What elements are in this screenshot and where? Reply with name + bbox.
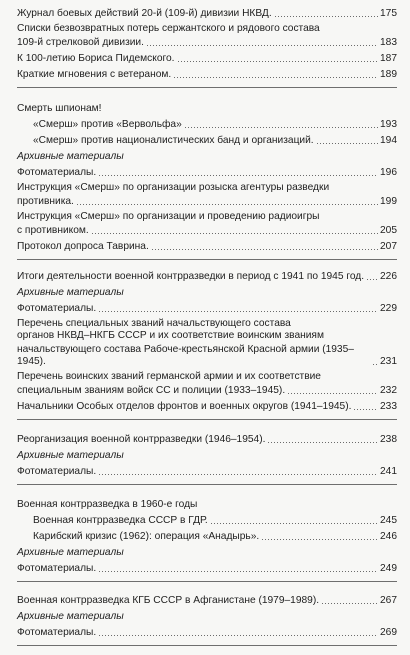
toc-entry[interactable] — [17, 301, 397, 317]
toc-entry-title: К 100-летию Бориса Пидемского. — [17, 53, 175, 64]
toc-entry-title: специальным званиям войск СС и полиции (1933–1945). — [17, 385, 286, 396]
toc-entry-title: Карибский кризис (1962): операция «Анадырь». — [33, 531, 260, 542]
dot-leader — [151, 249, 378, 250]
toc-entry-title: «Смерш» против националистических банд и организаций. — [33, 135, 314, 146]
page-number: 245 — [380, 515, 397, 526]
toc-entry[interactable] — [17, 464, 397, 480]
toc-entry[interactable] — [17, 67, 397, 83]
toc-entry[interactable] — [17, 625, 397, 641]
toc-subheading: Архивные материалы — [17, 287, 124, 298]
toc-section — [17, 497, 397, 582]
toc-entry-title: Протокол допроса Таврина. — [17, 241, 149, 252]
toc-entry[interactable] — [17, 181, 397, 210]
toc-section — [17, 593, 397, 646]
toc-entry[interactable] — [17, 529, 397, 545]
toc-entry[interactable] — [17, 561, 397, 577]
toc-entry-title: Военная контрразведка СССР в ГДР. — [33, 515, 208, 526]
dot-leader — [184, 127, 378, 128]
dot-leader — [261, 539, 378, 540]
page-number: 229 — [380, 303, 397, 314]
toc-entry-title: Итоги деятельности военной контрразведки в период с 1941 по 1945 год. — [17, 271, 365, 282]
page-number: 183 — [380, 37, 397, 48]
toc-subheading: Архивные материалы — [17, 547, 124, 558]
dot-leader — [146, 45, 378, 46]
toc-entry[interactable] — [17, 210, 397, 239]
toc-entry[interactable] — [17, 133, 397, 149]
toc-entry[interactable] — [17, 6, 397, 22]
dot-leader — [76, 204, 378, 205]
page-number: 194 — [380, 135, 397, 146]
toc-entry-title: Фотоматериалы. — [17, 167, 97, 178]
toc-section — [17, 101, 397, 260]
page-number: 246 — [380, 531, 397, 542]
dot-leader — [287, 393, 378, 394]
toc-heading: Смерть шпионам! — [17, 103, 102, 114]
table-of-contents — [17, 6, 397, 655]
toc-entry[interactable] — [17, 317, 397, 370]
dot-leader — [98, 571, 378, 572]
toc-entry-title-start: Списки безвозвратных потерь сержантского и рядового состава — [17, 23, 320, 34]
page-number: 207 — [380, 241, 397, 252]
toc-entry[interactable] — [17, 117, 397, 133]
page-number: 189 — [380, 69, 397, 80]
toc-entry-title: с противником. — [17, 225, 89, 236]
toc-entry-title: Журнал боевых действий 20-й (109-й) дивизии НКВД. — [17, 8, 272, 19]
page-number: 233 — [380, 401, 397, 412]
toc-entry-title: Военная контрразведка КГБ СССР в Афганистане (1979–1989). — [17, 595, 320, 606]
dot-leader — [316, 143, 378, 144]
page-number: 175 — [380, 8, 397, 19]
toc-entry-title: противника. — [17, 196, 74, 207]
page-number: 267 — [380, 595, 397, 606]
toc-entry-title-start: Перечень воинских званий германской армии и их соответствие — [17, 371, 321, 382]
dot-leader — [98, 474, 378, 475]
toc-entry[interactable] — [17, 22, 397, 51]
dot-leader — [274, 16, 378, 17]
dot-leader — [267, 442, 378, 443]
page-number: 231 — [380, 356, 397, 367]
dot-leader — [177, 61, 379, 62]
dot-leader — [173, 77, 378, 78]
dot-leader — [98, 175, 378, 176]
dot-leader — [372, 364, 378, 365]
dot-leader — [210, 523, 378, 524]
toc-section — [17, 6, 397, 88]
page-number: 238 — [380, 434, 397, 445]
toc-subheading: Архивные материалы — [17, 611, 124, 622]
toc-entry[interactable] — [17, 165, 397, 181]
toc-entry-title: Фотоматериалы. — [17, 466, 97, 477]
toc-entry[interactable] — [17, 269, 397, 285]
toc-subheading: Архивные материалы — [17, 450, 124, 461]
page-number: 193 — [380, 119, 397, 130]
toc-entry-title: 109-й стрелковой дивизии. — [17, 37, 144, 48]
toc-entry-title-start: Инструкция «Смерш» по организации розыска агентуры разведки — [17, 182, 330, 193]
dot-leader — [98, 311, 378, 312]
toc-entry-title: Фотоматериалы. — [17, 303, 97, 314]
page-number: 226 — [380, 271, 397, 282]
dot-leader — [366, 279, 378, 280]
toc-entry[interactable] — [17, 370, 397, 399]
toc-entry-title: Начальники Особых отделов фронтов и военных округов (1941–1945). — [17, 401, 352, 412]
toc-entry-title-start: Инструкция «Смерш» по организации и проведению радиоигры — [17, 211, 320, 222]
toc-subheading: Архивные материалы — [17, 151, 124, 162]
toc-entry[interactable] — [17, 51, 397, 67]
page-number: 199 — [380, 196, 397, 207]
toc-entry[interactable] — [17, 432, 397, 448]
toc-entry-title-start: Перечень специальных званий начальствующего состава органов НКВД–НКГБ СССР и их соответствие воинским званиям — [17, 318, 324, 341]
toc-entry[interactable] — [17, 399, 397, 415]
toc-entry-title: начальствующего состава Рабоче-крестьянской Красной армии (1935–1945). — [17, 344, 354, 367]
toc-entry-title: Фотоматериалы. — [17, 627, 97, 638]
page-number: 232 — [380, 385, 397, 396]
toc-entry-title: Краткие мгновения с ветераном. — [17, 69, 172, 80]
page-number: 196 — [380, 167, 397, 178]
toc-entry-title: Фотоматериалы. — [17, 563, 97, 574]
toc-section — [17, 269, 397, 420]
toc-entry[interactable] — [17, 593, 397, 609]
toc-section — [17, 432, 397, 485]
dot-leader — [321, 603, 378, 604]
page-number: 241 — [380, 466, 397, 477]
dot-leader — [98, 635, 378, 636]
toc-entry-title: Реорганизация военной контрразведки (1946–1954). — [17, 434, 266, 445]
page-number: 249 — [380, 563, 397, 574]
dot-leader — [353, 409, 378, 410]
dot-leader — [91, 233, 378, 234]
toc-heading: Военная контрразведка в 1960-е годы — [17, 499, 198, 510]
page-number: 187 — [380, 53, 397, 64]
toc-entry-title: «Смерш» против «Вервольфа» — [33, 119, 182, 130]
page-number: 205 — [380, 225, 397, 236]
toc-entry[interactable] — [17, 239, 397, 255]
page-number: 269 — [380, 627, 397, 638]
